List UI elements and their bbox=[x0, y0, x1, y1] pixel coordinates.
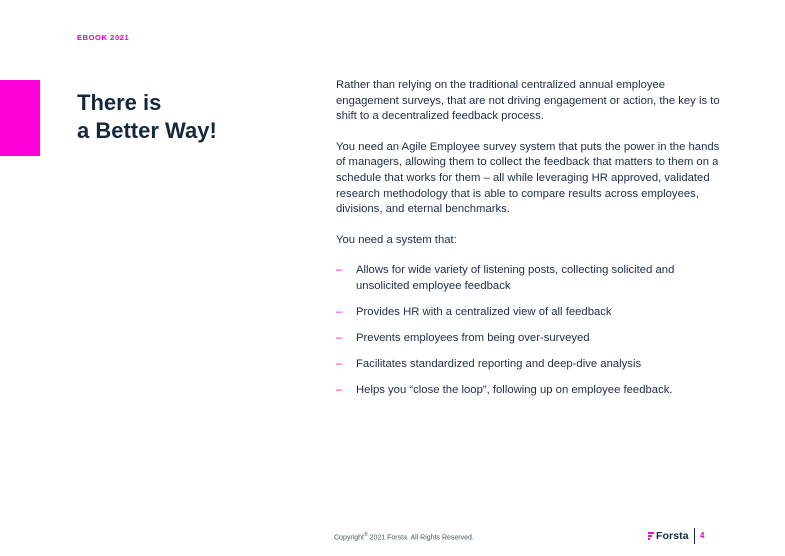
body-content bbox=[336, 78, 721, 409]
forsta-stripes-icon bbox=[648, 532, 654, 540]
list-item bbox=[336, 331, 721, 347]
list-item-text: Helps you “close the loop”, following up on employee feedback. bbox=[356, 383, 673, 396]
list-item-text: Allows for wide variety of listening posts, collecting solicited and unsolicited employee feedback bbox=[356, 264, 675, 292]
dash-icon: – bbox=[336, 305, 343, 318]
title-line-2: a Better Way! bbox=[77, 118, 217, 143]
list-item-text: Prevents employees from being over-surveyed bbox=[356, 331, 590, 344]
list-item bbox=[336, 383, 721, 399]
agile-paragraph: You need an Agile Employee survey system that puts the power in the hands of managers, allowing them to collect the feedback that matters to them on a schedule that works for them – all while leveraging HR approved, validated research methodology that is able to compare results across employees, divisions, and eternal benchmarks. bbox=[336, 140, 720, 216]
copyright-prefix: Copyright bbox=[334, 534, 364, 542]
list-item bbox=[336, 357, 721, 373]
dash-icon: – bbox=[336, 383, 343, 396]
intro-paragraph: Rather than relying on the traditional centralized annual employee engagement surveys, that are not driving engagement or action, the key is to shift to a decentralized feedback process. bbox=[336, 79, 720, 123]
title-line-1: There is bbox=[77, 90, 162, 115]
registered-mark: ® bbox=[363, 532, 368, 538]
ebook-label: EBOOK 2021 bbox=[77, 33, 130, 42]
list-item-text: Facilitates standardized reporting and deep-dive analysis bbox=[356, 357, 642, 370]
dash-icon: – bbox=[336, 357, 343, 370]
list-item bbox=[336, 305, 721, 321]
page-title bbox=[77, 89, 217, 145]
list-item bbox=[336, 263, 721, 294]
page-number: 4 bbox=[700, 531, 705, 540]
copyright-suffix: 2021 Forsta. All Rights Reserved. bbox=[367, 534, 474, 542]
copyright-notice bbox=[334, 532, 474, 541]
dash-icon: – bbox=[336, 264, 343, 277]
logo-text: Forsta bbox=[656, 530, 689, 542]
footer-divider bbox=[694, 528, 695, 544]
list-item-text: Provides HR with a centralized view of all feedback bbox=[356, 305, 612, 318]
system-lead-in: You need a system that: bbox=[336, 233, 457, 246]
requirements-list bbox=[336, 263, 721, 398]
forsta-logo bbox=[648, 529, 689, 543]
accent-bar bbox=[0, 80, 40, 156]
dash-icon: – bbox=[336, 331, 343, 344]
